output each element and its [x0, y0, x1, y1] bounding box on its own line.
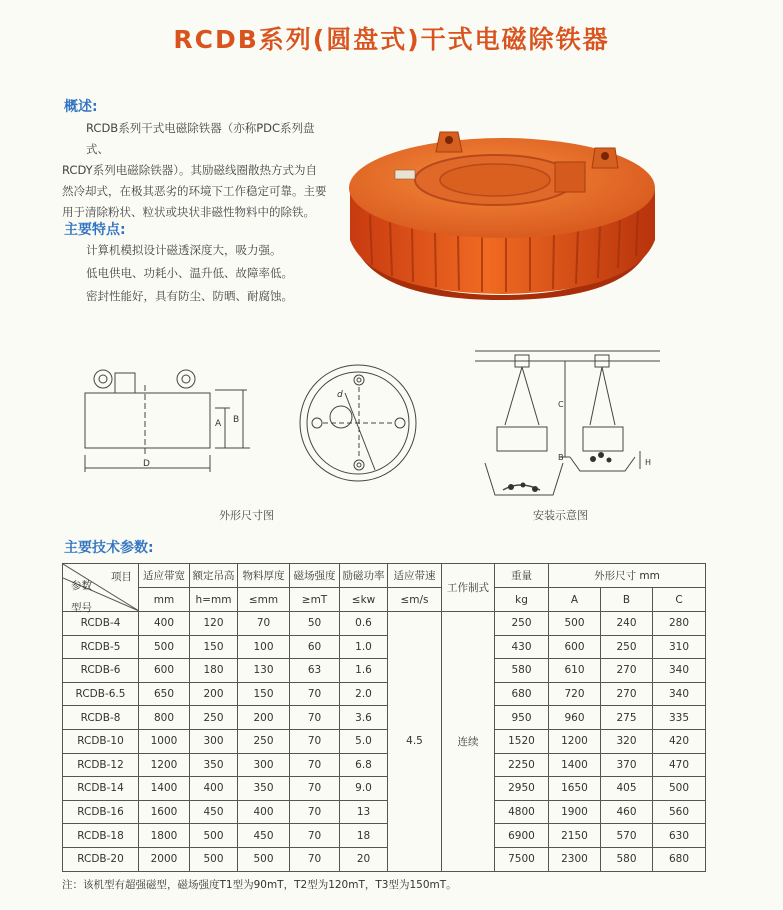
cell-height: 250: [190, 706, 238, 730]
unit-cell: B: [601, 588, 653, 612]
cell-field: 70: [290, 777, 340, 801]
cell-height: 180: [190, 659, 238, 683]
cell-field: 70: [290, 706, 340, 730]
header-cell: 物料厚度: [238, 564, 290, 588]
cell-thick: 150: [238, 682, 290, 706]
header-cell: 外形尺寸 mm: [549, 564, 706, 588]
cell-field: 70: [290, 729, 340, 753]
cell-A: 2150: [549, 824, 601, 848]
cell-thick: 500: [238, 847, 290, 871]
cell-model: RCDB-5: [63, 635, 139, 659]
corner-mid: 参数: [71, 580, 92, 592]
cell-height: 150: [190, 635, 238, 659]
cell-weight: 6900: [495, 824, 549, 848]
table-note: 注：该机型有超强磁型，磁场强度T1型为90mT，T2型为120mT，T3型为150mT。: [62, 879, 457, 891]
cell-thick: 70: [238, 612, 290, 636]
cell-B: 580: [601, 847, 653, 871]
cell-C: 420: [653, 729, 706, 753]
cell-weight: 580: [495, 659, 549, 683]
header-cell: 额定吊高: [190, 564, 238, 588]
cell-B: 370: [601, 753, 653, 777]
cell-width: 400: [139, 612, 190, 636]
cell-height: 400: [190, 777, 238, 801]
cell-A: 1900: [549, 800, 601, 824]
feature-line: 计算机模拟设计磁透深度大，吸力强。: [86, 243, 282, 257]
unit-cell: ≤mm: [238, 588, 290, 612]
cell-weight: 7500: [495, 847, 549, 871]
cell-field: 70: [290, 824, 340, 848]
unit-cell: h=mm: [190, 588, 238, 612]
cell-power: 13: [340, 800, 388, 824]
install-drawing: [475, 345, 660, 505]
unit-cell: A: [549, 588, 601, 612]
header-row: [63, 564, 706, 588]
cell-width: 1000: [139, 729, 190, 753]
cell-C: 630: [653, 824, 706, 848]
corner-bottom: 型号: [71, 602, 92, 614]
table-row: [63, 635, 706, 659]
cell-B: 275: [601, 706, 653, 730]
table-row: [63, 612, 706, 636]
cell-width: 1400: [139, 777, 190, 801]
cell-A: 1400: [549, 753, 601, 777]
cell-weight: 2950: [495, 777, 549, 801]
cell-A: 1650: [549, 777, 601, 801]
cell-thick: 250: [238, 729, 290, 753]
dim-label-A: A: [215, 419, 222, 429]
cell-width: 1200: [139, 753, 190, 777]
table-row: [63, 800, 706, 824]
cell-weight: 430: [495, 635, 549, 659]
cell-weight: 2250: [495, 753, 549, 777]
cell-thick: 300: [238, 753, 290, 777]
header-cell: 磁场强度: [290, 564, 340, 588]
cell-height: 200: [190, 682, 238, 706]
unit-cell: ≤m/s: [388, 588, 442, 612]
cell-A: 610: [549, 659, 601, 683]
cell-B: 240: [601, 612, 653, 636]
cell-B: 270: [601, 659, 653, 683]
cell-model: RCDB-4: [63, 612, 139, 636]
header-cell: 重量: [495, 564, 549, 588]
unit-cell: kg: [495, 588, 549, 612]
unit-cell: ≥mT: [290, 588, 340, 612]
overview-line: 然冷却式，在极其恶劣的环境下工作稳定可靠。主要: [62, 184, 327, 198]
cell-width: 650: [139, 682, 190, 706]
header-cell: 工作制式: [442, 564, 495, 612]
cell-height: 350: [190, 753, 238, 777]
cell-width: 600: [139, 659, 190, 683]
cell-B: 405: [601, 777, 653, 801]
table-row: [63, 753, 706, 777]
dim-label-d: d: [337, 390, 343, 400]
install-caption: 安装示意图: [533, 509, 588, 522]
cell-power: 3.6: [340, 706, 388, 730]
cell-model: RCDB-20: [63, 847, 139, 871]
dim-label-C: C: [558, 400, 564, 409]
cell-B: 570: [601, 824, 653, 848]
cell-power: 0.6: [340, 612, 388, 636]
cell-power: 5.0: [340, 729, 388, 753]
cell-C: 560: [653, 800, 706, 824]
table-row: [63, 659, 706, 683]
cell-model: RCDB-12: [63, 753, 139, 777]
cell-duty: 连续: [442, 612, 495, 872]
cell-thick: 100: [238, 635, 290, 659]
cell-field: 70: [290, 800, 340, 824]
overview-line: RCDB系列干式电磁除铁器（亦称PDC系列盘式、: [86, 121, 315, 156]
table-row: [63, 706, 706, 730]
cell-A: 1200: [549, 729, 601, 753]
cell-model: RCDB-18: [63, 824, 139, 848]
corner-top: 项目: [111, 571, 132, 583]
specs-heading: 主要技术参数:: [64, 540, 154, 556]
unit-cell: mm: [139, 588, 190, 612]
cell-thick: 350: [238, 777, 290, 801]
cell-C: 340: [653, 682, 706, 706]
dim-label-D: D: [143, 459, 150, 469]
cell-B: 460: [601, 800, 653, 824]
cell-width: 800: [139, 706, 190, 730]
unit-cell: ≤kw: [340, 588, 388, 612]
cell-field: 60: [290, 635, 340, 659]
table-row: [63, 824, 706, 848]
cell-power: 2.0: [340, 682, 388, 706]
cell-A: 600: [549, 635, 601, 659]
cell-model: RCDB-6: [63, 659, 139, 683]
table-row: [63, 777, 706, 801]
cell-height: 500: [190, 824, 238, 848]
page-title: RCDB系列(圆盘式)干式电磁除铁器: [173, 25, 610, 54]
cell-width: 1800: [139, 824, 190, 848]
unit-row: [63, 588, 706, 612]
cell-model: RCDB-10: [63, 729, 139, 753]
cell-A: 2300: [549, 847, 601, 871]
cell-power: 18: [340, 824, 388, 848]
features-text: [86, 239, 346, 308]
cell-A: 960: [549, 706, 601, 730]
header-cell: 励磁功率: [340, 564, 388, 588]
cell-power: 6.8: [340, 753, 388, 777]
side-view-drawing: [75, 360, 250, 485]
cell-thick: 200: [238, 706, 290, 730]
cell-A: 720: [549, 682, 601, 706]
overview-line: 用于清除粉状、粒状或块状非磁性物料中的除铁。: [62, 205, 315, 219]
table-row: [63, 682, 706, 706]
cell-width: 500: [139, 635, 190, 659]
overview-text: [62, 118, 337, 223]
cell-thick: 400: [238, 800, 290, 824]
cell-B: 250: [601, 635, 653, 659]
cell-width: 2000: [139, 847, 190, 871]
cell-B: 270: [601, 682, 653, 706]
header-cell: 适应带速: [388, 564, 442, 588]
table-row: [63, 847, 706, 871]
cell-width: 1600: [139, 800, 190, 824]
cell-C: 680: [653, 847, 706, 871]
outline-caption: 外形尺寸图: [219, 509, 274, 522]
overview-line: RCDY系列电磁除铁器）。其励磁线圈散热方式为自: [62, 163, 317, 177]
cell-C: 310: [653, 635, 706, 659]
feature-line: 低电供电、功耗小、温升低、故障率低。: [86, 266, 293, 280]
unit-cell: C: [653, 588, 706, 612]
cell-field: 63: [290, 659, 340, 683]
cell-C: 500: [653, 777, 706, 801]
cell-field: 50: [290, 612, 340, 636]
product-image: [340, 110, 665, 300]
cell-model: RCDB-16: [63, 800, 139, 824]
dim-label-B-install: B: [558, 453, 564, 462]
cell-thick: 450: [238, 824, 290, 848]
cell-field: 70: [290, 682, 340, 706]
table-row: [63, 729, 706, 753]
cell-A: 500: [549, 612, 601, 636]
cell-speed: 4.5: [388, 612, 442, 872]
cell-model: RCDB-8: [63, 706, 139, 730]
features-heading: 主要特点:: [64, 222, 126, 238]
cell-field: 70: [290, 753, 340, 777]
cell-C: 470: [653, 753, 706, 777]
cell-weight: 680: [495, 682, 549, 706]
cell-power: 20: [340, 847, 388, 871]
cell-height: 300: [190, 729, 238, 753]
feature-line: 密封性能好，具有防尘、防晒、耐腐蚀。: [86, 289, 293, 303]
cell-model: RCDB-6.5: [63, 682, 139, 706]
overview-heading: 概述:: [64, 99, 98, 115]
cell-C: 335: [653, 706, 706, 730]
cell-B: 320: [601, 729, 653, 753]
cell-model: RCDB-14: [63, 777, 139, 801]
cell-power: 1.0: [340, 635, 388, 659]
spec-table: [62, 563, 706, 872]
cell-height: 120: [190, 612, 238, 636]
cell-power: 9.0: [340, 777, 388, 801]
cell-height: 450: [190, 800, 238, 824]
top-view-drawing: [293, 355, 428, 490]
cell-C: 340: [653, 659, 706, 683]
cell-power: 1.6: [340, 659, 388, 683]
cell-thick: 130: [238, 659, 290, 683]
header-cell: 适应带宽: [139, 564, 190, 588]
cell-C: 280: [653, 612, 706, 636]
dim-label-B: B: [233, 415, 240, 425]
cell-height: 500: [190, 847, 238, 871]
dim-label-H: H: [645, 458, 652, 467]
corner-cell: [63, 564, 139, 612]
cell-weight: 4800: [495, 800, 549, 824]
cell-weight: 1520: [495, 729, 549, 753]
cell-field: 70: [290, 847, 340, 871]
cell-weight: 950: [495, 706, 549, 730]
cell-weight: 250: [495, 612, 549, 636]
